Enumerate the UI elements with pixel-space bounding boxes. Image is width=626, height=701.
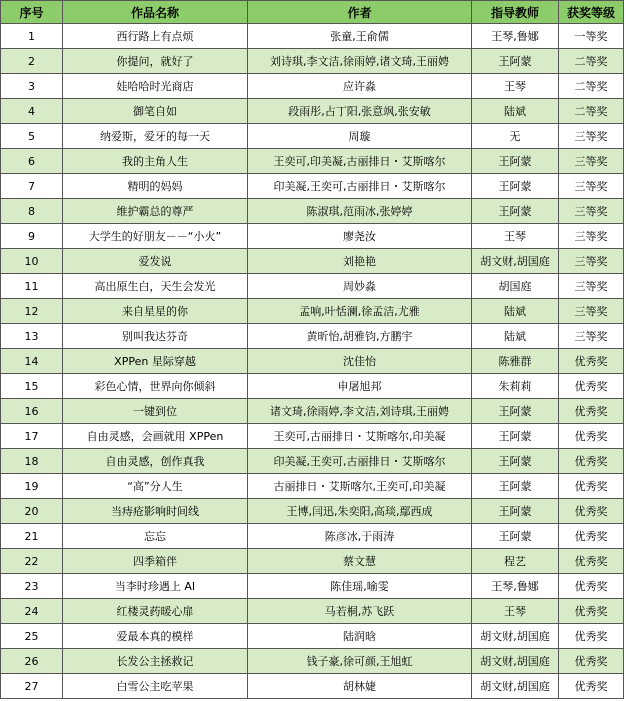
cell-award-level: 二等奖 bbox=[559, 49, 624, 74]
cell-instructor: 王阿蒙 bbox=[472, 399, 559, 424]
cell-work-title: 娃哈哈时光商店 bbox=[63, 74, 248, 99]
table-row bbox=[1, 99, 624, 124]
cell-number: 5 bbox=[1, 124, 63, 149]
cell-number: 20 bbox=[1, 499, 63, 524]
cell-work-title: 西行路上有点烦 bbox=[63, 24, 248, 49]
cell-award-level: 优秀奖 bbox=[559, 374, 624, 399]
cell-number: 23 bbox=[1, 574, 63, 599]
table-row bbox=[1, 574, 624, 599]
cell-instructor: 胡文财,胡国庭 bbox=[472, 249, 559, 274]
cell-work-title: 御笔自如 bbox=[63, 99, 248, 124]
cell-instructor: 朱莉莉 bbox=[472, 374, 559, 399]
table-row bbox=[1, 399, 624, 424]
cell-number: 22 bbox=[1, 549, 63, 574]
cell-author: 陆润晗 bbox=[248, 624, 472, 649]
cell-number: 13 bbox=[1, 324, 63, 349]
table-row bbox=[1, 324, 624, 349]
cell-instructor: 王琴 bbox=[472, 599, 559, 624]
cell-award-level: 优秀奖 bbox=[559, 424, 624, 449]
cell-award-level: 优秀奖 bbox=[559, 399, 624, 424]
cell-instructor: 陆斌 bbox=[472, 299, 559, 324]
cell-award-level: 优秀奖 bbox=[559, 449, 624, 474]
cell-number: 19 bbox=[1, 474, 63, 499]
cell-number: 21 bbox=[1, 524, 63, 549]
cell-instructor: 陆斌 bbox=[472, 324, 559, 349]
cell-instructor: 王阿蒙 bbox=[472, 199, 559, 224]
cell-instructor: 王阿蒙 bbox=[472, 424, 559, 449]
cell-award-level: 三等奖 bbox=[559, 224, 624, 249]
cell-work-title: 你提问，就好了 bbox=[63, 49, 248, 74]
cell-work-title: 爱发说 bbox=[63, 249, 248, 274]
cell-work-title: 精明的妈妈 bbox=[63, 174, 248, 199]
cell-award-level: 优秀奖 bbox=[559, 549, 624, 574]
table-row bbox=[1, 499, 624, 524]
cell-author: 诸文琦,徐雨婷,李文洁,刘诗琪,王丽娉 bbox=[248, 399, 472, 424]
cell-instructor: 王琴 bbox=[472, 74, 559, 99]
cell-award-level: 三等奖 bbox=[559, 149, 624, 174]
cell-number: 9 bbox=[1, 224, 63, 249]
table-row bbox=[1, 474, 624, 499]
header-number: 序号 bbox=[1, 1, 63, 24]
cell-work-title: 维护霸总的尊严 bbox=[63, 199, 248, 224]
cell-instructor: 王琴 bbox=[472, 224, 559, 249]
cell-instructor: 胡国庭 bbox=[472, 274, 559, 299]
cell-number: 25 bbox=[1, 624, 63, 649]
cell-number: 7 bbox=[1, 174, 63, 199]
table-row bbox=[1, 24, 624, 49]
cell-instructor: 陈雅群 bbox=[472, 349, 559, 374]
cell-author: 刘艳艳 bbox=[248, 249, 472, 274]
cell-number: 16 bbox=[1, 399, 63, 424]
cell-award-level: 三等奖 bbox=[559, 274, 624, 299]
table-row bbox=[1, 174, 624, 199]
cell-number: 12 bbox=[1, 299, 63, 324]
cell-work-title: 长发公主拯救记 bbox=[63, 649, 248, 674]
table-row bbox=[1, 374, 624, 399]
header-instructor: 指导教师 bbox=[472, 1, 559, 24]
cell-instructor: 胡文财,胡国庭 bbox=[472, 674, 559, 699]
cell-award-level: 优秀奖 bbox=[559, 499, 624, 524]
cell-work-title: 别叫我达芬奇 bbox=[63, 324, 248, 349]
cell-award-level: 优秀奖 bbox=[559, 674, 624, 699]
table-row bbox=[1, 424, 624, 449]
cell-author: 沈佳怡 bbox=[248, 349, 472, 374]
cell-work-title: 纳爱斯，爱牙的每一天 bbox=[63, 124, 248, 149]
cell-instructor: 胡文财,胡国庭 bbox=[472, 624, 559, 649]
cell-award-level: 三等奖 bbox=[559, 299, 624, 324]
cell-instructor: 胡文财,胡国庭 bbox=[472, 649, 559, 674]
cell-author: 印美凝,王奕可,古丽排日・艾斯喀尔 bbox=[248, 449, 472, 474]
cell-author: 陈彦冰,于雨涛 bbox=[248, 524, 472, 549]
table-row bbox=[1, 449, 624, 474]
cell-work-title: 爱最本真的模样 bbox=[63, 624, 248, 649]
table-row bbox=[1, 299, 624, 324]
cell-number: 24 bbox=[1, 599, 63, 624]
table-row bbox=[1, 74, 624, 99]
cell-award-level: 优秀奖 bbox=[559, 599, 624, 624]
cell-author: 马若桐,苏飞跃 bbox=[248, 599, 472, 624]
cell-author: 段雨彤,占丁阳,张意飒,张安敏 bbox=[248, 99, 472, 124]
cell-instructor: 王阿蒙 bbox=[472, 499, 559, 524]
cell-work-title: 白雪公主吃苹果 bbox=[63, 674, 248, 699]
cell-instructor: 王琴,鲁娜 bbox=[472, 24, 559, 49]
cell-author: 孟响,叶恬澜,徐孟洁,尤雅 bbox=[248, 299, 472, 324]
cell-award-level: 优秀奖 bbox=[559, 649, 624, 674]
cell-number: 11 bbox=[1, 274, 63, 299]
cell-author: 胡林婕 bbox=[248, 674, 472, 699]
cell-author: 王奕可,印美凝,古丽排日・艾斯喀尔 bbox=[248, 149, 472, 174]
cell-author: 王博,闫迅,朱奕阳,高琰,鄢西成 bbox=[248, 499, 472, 524]
cell-work-title: 自由灵感，会画就用 XPPen bbox=[63, 424, 248, 449]
cell-instructor: 程艺 bbox=[472, 549, 559, 574]
table-row bbox=[1, 599, 624, 624]
cell-work-title: 四季箱伴 bbox=[63, 549, 248, 574]
cell-award-level: 优秀奖 bbox=[559, 474, 624, 499]
table-row bbox=[1, 199, 624, 224]
cell-award-level: 优秀奖 bbox=[559, 624, 624, 649]
cell-instructor: 王阿蒙 bbox=[472, 49, 559, 74]
table-row bbox=[1, 524, 624, 549]
cell-work-title: 来自星星的你 bbox=[63, 299, 248, 324]
cell-number: 17 bbox=[1, 424, 63, 449]
cell-number: 27 bbox=[1, 674, 63, 699]
header-author: 作者 bbox=[248, 1, 472, 24]
cell-author: 周妙淼 bbox=[248, 274, 472, 299]
header-work-title: 作品名称 bbox=[63, 1, 248, 24]
cell-instructor: 王阿蒙 bbox=[472, 474, 559, 499]
cell-number: 2 bbox=[1, 49, 63, 74]
cell-instructor: 王阿蒙 bbox=[472, 449, 559, 474]
cell-award-level: 一等奖 bbox=[559, 24, 624, 49]
cell-work-title: 高出原生白，天生会发光 bbox=[63, 274, 248, 299]
cell-instructor: 陆斌 bbox=[472, 99, 559, 124]
cell-work-title: 一键到位 bbox=[63, 399, 248, 424]
cell-work-title: 红楼灵药暖心扉 bbox=[63, 599, 248, 624]
cell-instructor: 王琴,鲁娜 bbox=[472, 574, 559, 599]
table-body bbox=[1, 24, 624, 699]
table-row bbox=[1, 349, 624, 374]
cell-author: 周璇 bbox=[248, 124, 472, 149]
cell-work-title: 当痔疮影响时间线 bbox=[63, 499, 248, 524]
cell-work-title: 自由灵感，创作真我 bbox=[63, 449, 248, 474]
table-row bbox=[1, 549, 624, 574]
cell-number: 4 bbox=[1, 99, 63, 124]
cell-author: 申屠旭邦 bbox=[248, 374, 472, 399]
cell-instructor: 王阿蒙 bbox=[472, 174, 559, 199]
cell-author: 陈淑琪,范雨冰,张婷婷 bbox=[248, 199, 472, 224]
cell-award-level: 优秀奖 bbox=[559, 574, 624, 599]
header-award-level: 获奖等级 bbox=[559, 1, 624, 24]
cell-work-title: 大学生的好朋友－－“小火” bbox=[63, 224, 248, 249]
cell-author: 黄昕怡,胡雅钧,方鹏宇 bbox=[248, 324, 472, 349]
table-row bbox=[1, 624, 624, 649]
cell-instructor: 王阿蒙 bbox=[472, 524, 559, 549]
cell-number: 26 bbox=[1, 649, 63, 674]
cell-number: 14 bbox=[1, 349, 63, 374]
cell-award-level: 三等奖 bbox=[559, 124, 624, 149]
cell-number: 1 bbox=[1, 24, 63, 49]
cell-work-title: 当李时珍遇上 AI bbox=[63, 574, 248, 599]
cell-number: 8 bbox=[1, 199, 63, 224]
cell-instructor: 王阿蒙 bbox=[472, 149, 559, 174]
cell-number: 6 bbox=[1, 149, 63, 174]
table-row bbox=[1, 149, 624, 174]
cell-author: 张童,王俞儒 bbox=[248, 24, 472, 49]
cell-author: 钱子豪,徐可颜,王旭虹 bbox=[248, 649, 472, 674]
cell-work-title: 彩色心情，世界向你倾斜 bbox=[63, 374, 248, 399]
cell-work-title: “高”分人生 bbox=[63, 474, 248, 499]
cell-author: 王奕可,古丽排日・艾斯喀尔,印美凝 bbox=[248, 424, 472, 449]
cell-number: 3 bbox=[1, 74, 63, 99]
table-row bbox=[1, 674, 624, 699]
table-row bbox=[1, 124, 624, 149]
cell-author: 蔡文慧 bbox=[248, 549, 472, 574]
cell-work-title: 忘忘 bbox=[63, 524, 248, 549]
cell-author: 陈佳瑶,喻雯 bbox=[248, 574, 472, 599]
cell-award-level: 三等奖 bbox=[559, 249, 624, 274]
cell-award-level: 三等奖 bbox=[559, 199, 624, 224]
cell-award-level: 优秀奖 bbox=[559, 524, 624, 549]
cell-author: 刘诗琪,李文洁,徐雨婷,诸文琦,王丽娉 bbox=[248, 49, 472, 74]
cell-instructor: 无 bbox=[472, 124, 559, 149]
cell-award-level: 二等奖 bbox=[559, 74, 624, 99]
table-row bbox=[1, 274, 624, 299]
table-row bbox=[1, 249, 624, 274]
cell-award-level: 优秀奖 bbox=[559, 349, 624, 374]
cell-award-level: 二等奖 bbox=[559, 99, 624, 124]
cell-work-title: XPPen 星际穿越 bbox=[63, 349, 248, 374]
cell-number: 18 bbox=[1, 449, 63, 474]
cell-award-level: 三等奖 bbox=[559, 174, 624, 199]
cell-author: 廖尧汝 bbox=[248, 224, 472, 249]
cell-author: 古丽排日・艾斯喀尔,王奕可,印美凝 bbox=[248, 474, 472, 499]
table-row bbox=[1, 649, 624, 674]
table-row bbox=[1, 49, 624, 74]
cell-award-level: 三等奖 bbox=[559, 324, 624, 349]
cell-author: 应许淼 bbox=[248, 74, 472, 99]
cell-number: 10 bbox=[1, 249, 63, 274]
table-row bbox=[1, 224, 624, 249]
cell-author: 印美凝,王奕可,古丽排日・艾斯喀尔 bbox=[248, 174, 472, 199]
cell-work-title: 我的主角人生 bbox=[63, 149, 248, 174]
header-row bbox=[1, 1, 624, 24]
cell-number: 15 bbox=[1, 374, 63, 399]
